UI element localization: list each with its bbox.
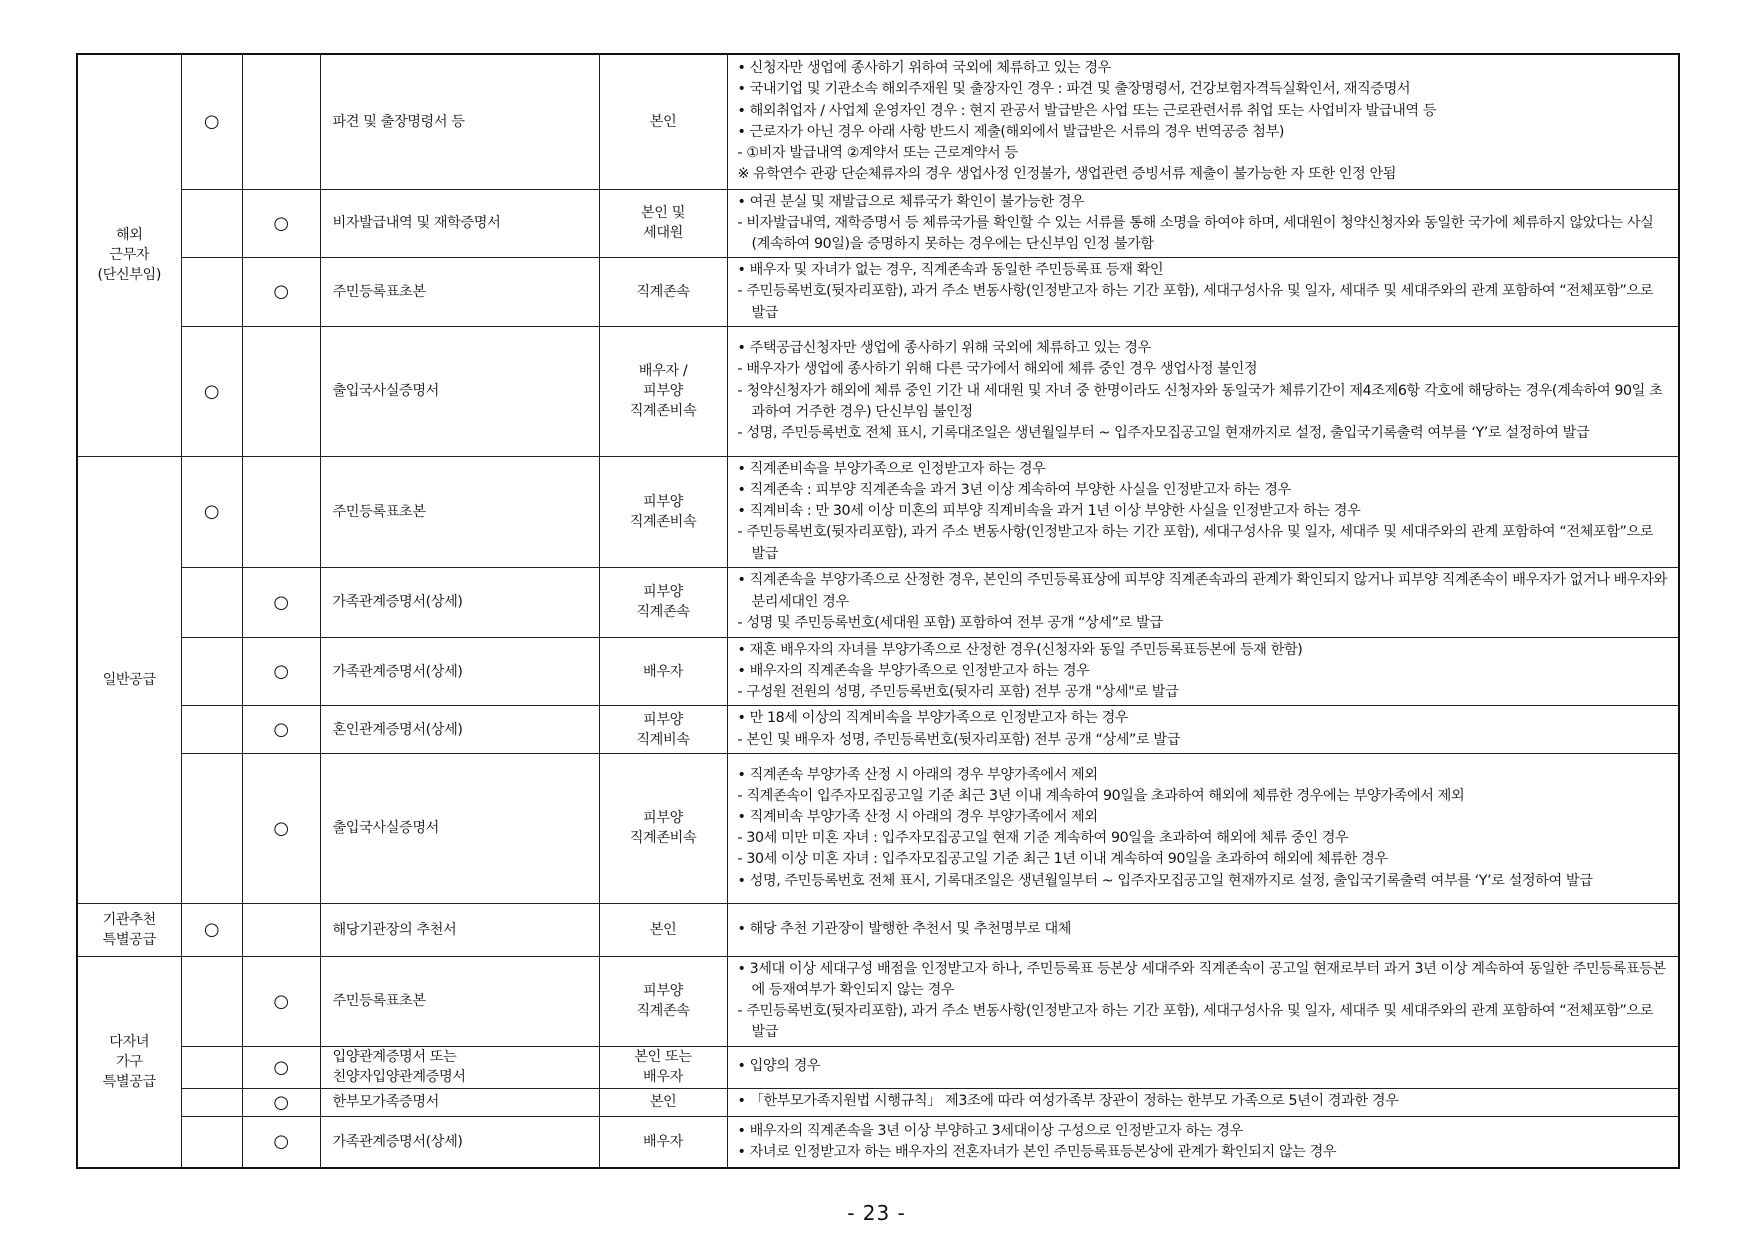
note-line: • 배우자 및 자녀가 없는 경우, 직계존속과 동일한 주민등록표 등재 확인 bbox=[737, 262, 1164, 279]
notes-cell bbox=[727, 1046, 1679, 1088]
note-line: • 성명, 주민등록번호 전체 표시, 기록대조일은 생년월일부터 ~ 입주자모집공고일 현재까지로 설정, 출입국기록출력 여부를 ‘Y’로 설정하여 발급 bbox=[737, 872, 1593, 889]
required-mark: ○ bbox=[181, 903, 242, 956]
document-name: 주민등록표초본 bbox=[320, 956, 599, 1046]
note-line: - 구성원 전원의 성명, 주민등록번호(뒷자리 포함) 전부 공개 "상세"로 발급 bbox=[737, 684, 1179, 701]
issue-target: 배우자 bbox=[599, 637, 727, 706]
notes-cell bbox=[727, 456, 1679, 567]
document-name: 출입국사실증명서 bbox=[320, 326, 599, 456]
notes-cell bbox=[727, 637, 1679, 706]
notes-cell bbox=[727, 956, 1679, 1046]
note-line: • 직계비속 : 만 30세 이상 미혼의 피부양 직계비속을 과거 1년 이상 부양한 사실을 인정받고자 하는 경우 bbox=[737, 503, 1361, 520]
issue-target: 피부양 직계존비속 bbox=[599, 456, 727, 567]
issue-target: 본인 bbox=[599, 903, 727, 956]
table-row bbox=[77, 637, 1679, 706]
note-line: - 성명 및 주민등록번호(세대원 포함) 포함하여 전부 공개 “상세”로 발급 bbox=[737, 614, 1163, 631]
note-line: • 만 18세 이상의 직계비속을 부양가족으로 인정받고자 하는 경우 bbox=[737, 710, 1129, 727]
note-line: - 30세 이상 미혼 자녀 : 입주자모집공고일 기준 최근 1년 이내 계속하여 90일을 초과하여 해외에 체류한 경우 bbox=[737, 851, 1388, 868]
note-line: • 여권 분실 및 재발급으로 체류국가 확인이 불가능한 경우 bbox=[737, 193, 1085, 210]
document-name: 혼인관계증명서(상세) bbox=[320, 706, 599, 753]
page-number: - 23 - bbox=[847, 1201, 906, 1225]
note-line: • 직계존비속을 부양가족으로 인정받고자 하는 경우 bbox=[737, 460, 1046, 477]
optional-mark bbox=[242, 54, 320, 189]
note-line: • 국내기업 및 기관소속 해외주재원 및 출장자인 경우 : 파견 및 출장명령서, 건강보험자격득실확인서, 재직증명서 bbox=[737, 81, 1411, 98]
document-name: 출입국사실증명서 bbox=[320, 753, 599, 903]
required-mark bbox=[181, 637, 242, 706]
category-cell: 기관추천 특별공급 bbox=[77, 903, 181, 956]
optional-mark bbox=[242, 326, 320, 456]
document-name: 가족관계증명서(상세) bbox=[320, 637, 599, 706]
table-row bbox=[77, 753, 1679, 903]
issue-target: 본인 또는 배우자 bbox=[599, 1046, 727, 1088]
notes-cell bbox=[727, 567, 1679, 637]
document-name: 주민등록표초본 bbox=[320, 456, 599, 567]
note-line: • 3세대 이상 세대구성 배점을 인정받고자 하나, 주민등록표 등본상 세대주와 직계존속이 공고일 현재로부터 과거 3년 이상 계속하여 동일한 주민등록표등본에 등재여부가 확인되지 않는 경우 bbox=[737, 960, 1666, 998]
required-mark bbox=[181, 258, 242, 327]
issue-target: 본인 bbox=[599, 54, 727, 189]
issue-target: 배우자 bbox=[599, 1116, 727, 1168]
issue-target: 본인 및 세대원 bbox=[599, 189, 727, 258]
table-row bbox=[77, 567, 1679, 637]
table-row bbox=[77, 189, 1679, 258]
document-requirements-table bbox=[76, 53, 1680, 1169]
note-line: - 성명, 주민등록번호 전체 표시, 기록대조일은 생년월일부터 ~ 입주자모집공고일 현재까지로 설정, 출입국기록출력 여부를 ‘Y’로 설정하여 발급 bbox=[737, 425, 1590, 442]
notes-cell bbox=[727, 258, 1679, 327]
notes-cell bbox=[727, 753, 1679, 903]
optional-mark bbox=[242, 456, 320, 567]
notes-cell bbox=[727, 54, 1679, 189]
required-mark bbox=[181, 1088, 242, 1116]
note-line: • 해당 추천 기관장이 발행한 추천서 및 추천명부로 대체 bbox=[737, 921, 1072, 938]
note-line: • 직계존속 부양가족 산정 시 아래의 경우 부양가족에서 제외 bbox=[737, 766, 1098, 783]
table-row bbox=[77, 456, 1679, 567]
optional-mark: ○ bbox=[242, 189, 320, 258]
issue-target: 본인 bbox=[599, 1088, 727, 1116]
required-mark bbox=[181, 189, 242, 258]
issue-target: 피부양 직계비속 bbox=[599, 706, 727, 753]
note-line: • 직계존속 : 피부양 직계존속을 과거 3년 이상 계속하여 부양한 사실을 인정받고자 하는 경우 bbox=[737, 481, 1291, 498]
table-row bbox=[77, 54, 1679, 189]
note-line: • 배우자의 직계존속을 부양가족으로 인정받고자 하는 경우 bbox=[737, 662, 1090, 679]
optional-mark: ○ bbox=[242, 567, 320, 637]
note-line: • 주택공급신청자만 생업에 종사하기 위해 국외에 체류하고 있는 경우 bbox=[737, 340, 1151, 357]
document-name: 해당기관장의 추천서 bbox=[320, 903, 599, 956]
document-name: 가족관계증명서(상세) bbox=[320, 1116, 599, 1168]
note-line: - 주민등록번호(뒷자리포함), 과거 주소 변동사항(인정받고자 하는 기간 포함), 세대구성사유 및 일자, 세대주 및 세대주와의 관계 포함하여 “전체포함”으로 발급 bbox=[737, 524, 1654, 562]
required-mark: ○ bbox=[181, 326, 242, 456]
optional-mark: ○ bbox=[242, 258, 320, 327]
category-cell: 다자녀 가구 특별공급 bbox=[77, 956, 181, 1168]
note-line: - 주민등록번호(뒷자리포함), 과거 주소 변동사항(인정받고자 하는 기간 포함), 세대구성사유 및 일자, 세대주 및 세대주와의 관계 포함하여 “전체포함”으로 발급 bbox=[737, 283, 1654, 321]
required-mark bbox=[181, 956, 242, 1046]
issue-target: 피부양 직계존비속 bbox=[599, 753, 727, 903]
notes-cell bbox=[727, 903, 1679, 956]
table-row bbox=[77, 1088, 1679, 1116]
table-row bbox=[77, 903, 1679, 956]
optional-mark: ○ bbox=[242, 1088, 320, 1116]
note-line: • 해외취업자 / 사업체 운영자인 경우 : 현지 관공서 발급받은 사업 또는 근로관련서류 취업 또는 사업비자 발급내역 등 bbox=[737, 102, 1437, 119]
note-line: - 본인 및 배우자 성명, 주민등록번호(뒷자리포함) 전부 공개 “상세”로 발급 bbox=[737, 731, 1181, 748]
note-line: - 배우자가 생업에 종사하기 위해 다른 국가에서 해외에 체류 중인 경우 생업사정 불인정 bbox=[737, 361, 1258, 378]
required-mark bbox=[181, 1046, 242, 1088]
optional-mark: ○ bbox=[242, 1046, 320, 1088]
note-line: - 비자발급내역, 재학증명서 등 체류국가를 확인할 수 있는 서류를 통해 소명을 하여야 하며, 세대원이 청약신청자와 동일한 국가에 체류하지 않았다는 사실 (계속하여 90일)을 증명하지 못하는 경우에는 단신부임 인정 불가함 bbox=[737, 214, 1654, 252]
table-row bbox=[77, 1116, 1679, 1168]
note-line: • 자녀로 인정받고자 하는 배우자의 전혼자녀가 본인 주민등록표등본상에 관계가 확인되지 않는 경우 bbox=[737, 1143, 1337, 1160]
required-mark: ○ bbox=[181, 456, 242, 567]
issue-target: 배우자 / 피부양 직계존비속 bbox=[599, 326, 727, 456]
document-name: 주민등록표초본 bbox=[320, 258, 599, 327]
note-line: - ①비자 발급내역 ②계약서 또는 근로계약서 등 bbox=[737, 144, 1018, 161]
note-line: • 재혼 배우자의 자녀를 부양가족으로 산정한 경우(신청자와 동일 주민등록표등본에 등재 한함) bbox=[737, 641, 1303, 658]
issue-target: 피부양 직계존속 bbox=[599, 956, 727, 1046]
note-line: - 30세 미만 미혼 자녀 : 입주자모집공고일 현재 기준 계속하여 90일을 초과하여 해외에 체류 중인 경우 bbox=[737, 830, 1349, 847]
document-name: 한부모가족증명서 bbox=[320, 1088, 599, 1116]
optional-mark: ○ bbox=[242, 706, 320, 753]
table-row bbox=[77, 706, 1679, 753]
notes-cell bbox=[727, 326, 1679, 456]
category-cell: 일반공급 bbox=[77, 456, 181, 903]
note-line: - 주민등록번호(뒷자리포함), 과거 주소 변동사항(인정받고자 하는 기간 포함), 세대구성사유 및 일자, 세대주 및 세대주와의 관계 포함하여 “전체포함”으로 발급 bbox=[737, 1003, 1654, 1041]
note-line: - 직계존속이 입주자모집공고일 기준 최근 3년 이내 계속하여 90일을 초과하여 해외에 체류한 경우에는 부양가족에서 제외 bbox=[737, 787, 1465, 804]
required-mark bbox=[181, 753, 242, 903]
optional-mark: ○ bbox=[242, 637, 320, 706]
optional-mark: ○ bbox=[242, 956, 320, 1046]
document-name: 비자발급내역 및 재학증명서 bbox=[320, 189, 599, 258]
optional-mark bbox=[242, 903, 320, 956]
notes-cell bbox=[727, 1088, 1679, 1116]
note-line: • 직계비속 부양가족 산정 시 아래의 경우 부양가족에서 제외 bbox=[737, 809, 1098, 826]
issue-target: 직계존속 bbox=[599, 258, 727, 327]
required-mark bbox=[181, 706, 242, 753]
required-mark bbox=[181, 567, 242, 637]
optional-mark: ○ bbox=[242, 1116, 320, 1168]
table-row bbox=[77, 326, 1679, 456]
table-row bbox=[77, 1046, 1679, 1088]
notes-cell bbox=[727, 706, 1679, 753]
document-name: 파견 및 출장명령서 등 bbox=[320, 54, 599, 189]
required-mark: ○ bbox=[181, 54, 242, 189]
note-line: • 신청자만 생업에 종사하기 위하여 국외에 체류하고 있는 경우 bbox=[737, 60, 1111, 77]
notes-cell bbox=[727, 1116, 1679, 1168]
required-mark bbox=[181, 1116, 242, 1168]
note-line: • 입양의 경우 bbox=[737, 1058, 821, 1075]
table-row bbox=[77, 258, 1679, 327]
notes-cell bbox=[727, 189, 1679, 258]
document-name: 가족관계증명서(상세) bbox=[320, 567, 599, 637]
note-line: • 직계존속을 부양가족으로 산정한 경우, 본인의 주민등록표상에 피부양 직계존속과의 관계가 확인되지 않거나 피부양 직계존속이 배우자가 없거나 배우자와 분리세대인 경우 bbox=[737, 572, 1667, 610]
note-line: • 「한부모가족지원법 시행규칙」 제3조에 따라 여성가족부 장관이 정하는 한부모 가족으로 5년이 경과한 경우 bbox=[737, 1093, 1399, 1110]
issue-target: 피부양 직계존속 bbox=[599, 567, 727, 637]
document-name: 입양관계증명서 또는 친양자입양관계증명서 bbox=[320, 1046, 599, 1088]
note-line: • 배우자의 직계존속을 3년 이상 부양하고 3세대이상 구성으로 인정받고자 하는 경우 bbox=[737, 1122, 1243, 1139]
optional-mark: ○ bbox=[242, 753, 320, 903]
note-line: - 청약신청자가 해외에 체류 중인 기간 내 세대원 및 자녀 중 한명이라도 신청자와 동일국가 체류기간이 제4조제6항 각호에 해당하는 경우(계속하여 90일 초과하여 거주한 경우) 단신부임 불인정 bbox=[737, 382, 1663, 420]
note-line: ※ 유학연수 관광 단순체류자의 경우 생업사정 인정불가, 생업관련 증빙서류 제출이 불가능한 자 또한 인정 안됨 bbox=[737, 166, 1397, 183]
category-cell: 해외 근무자 (단신부임) bbox=[77, 54, 181, 456]
note-line: • 근로자가 아닌 경우 아래 사항 반드시 제출(해외에서 발급받은 서류의 경우 번역공증 첨부) bbox=[737, 123, 1285, 140]
table-row bbox=[77, 956, 1679, 1046]
